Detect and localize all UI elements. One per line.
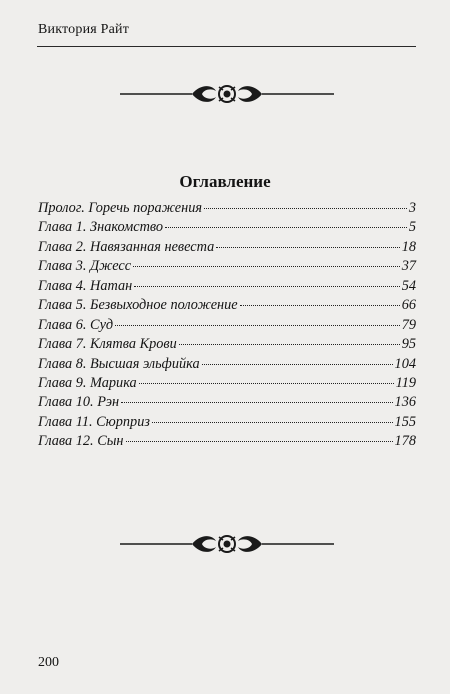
toc-entry-label: Глава 7. Клятва Крови — [38, 336, 177, 353]
toc-entry-page: 155 — [394, 413, 416, 430]
toc-entry-label: Глава 10. Рэн — [38, 394, 120, 411]
page-number: 200 — [38, 655, 59, 670]
toc-entry — [38, 238, 416, 257]
floral-divider-icon — [120, 81, 334, 107]
toc-entry-label: Глава 2. Навязанная невеста — [38, 238, 215, 255]
toc-entry-page: 95 — [401, 336, 416, 353]
dot-leader — [133, 266, 400, 267]
table-of-contents — [38, 199, 416, 452]
dot-leader — [152, 422, 393, 423]
dot-leader — [240, 305, 400, 306]
toc-entry-label: Глава 1. Знакомство — [38, 219, 164, 236]
dot-leader — [216, 247, 399, 248]
toc-entry-label: Глава 12. Сын — [38, 433, 124, 450]
toc-entry-page: 37 — [401, 258, 416, 275]
toc-entry-page: 66 — [401, 297, 416, 314]
toc-entry — [38, 316, 416, 335]
dot-leader — [139, 383, 394, 384]
dot-leader — [121, 402, 392, 403]
toc-entry — [38, 355, 416, 374]
toc-entry-label: Пролог. Горечь поражения — [38, 200, 203, 216]
toc-entry-label: Глава 11. Сюрприз — [38, 413, 150, 430]
toc-entry — [38, 335, 416, 354]
running-head-author: Виктория Райт — [38, 22, 130, 37]
toc-entry-label: Глава 4. Натан — [38, 277, 133, 294]
toc-entry-page: 104 — [394, 355, 416, 372]
dot-leader — [202, 364, 393, 365]
toc-entry-page: 178 — [394, 433, 416, 450]
toc-entry — [38, 432, 416, 451]
dot-leader — [179, 344, 400, 345]
toc-entry — [38, 199, 416, 218]
toc-entry — [38, 393, 416, 412]
toc-entry-page: 18 — [401, 238, 416, 255]
toc-entry — [38, 218, 416, 237]
toc-entry — [38, 374, 416, 393]
dot-leader — [115, 325, 400, 326]
toc-entry-page: 79 — [401, 316, 416, 333]
toc-entry — [38, 277, 416, 296]
toc-entry — [38, 296, 416, 315]
toc-entry-label: Глава 6. Суд — [38, 316, 114, 333]
dot-leader — [165, 227, 407, 228]
floral-divider-icon — [120, 531, 334, 557]
toc-entry-page: 5 — [408, 219, 416, 236]
toc-entry-page: 54 — [401, 277, 416, 294]
toc-entry — [38, 413, 416, 432]
toc-title: Оглавление — [179, 172, 271, 191]
toc-entry-page: 119 — [395, 374, 416, 391]
toc-entry-label: Глава 8. Высшая эльфийка — [38, 355, 200, 372]
toc-entry-label: Глава 9. Марика — [38, 374, 137, 391]
toc-entry-page: 3 — [408, 200, 416, 216]
dot-leader — [126, 441, 393, 442]
toc-entry — [38, 257, 416, 276]
toc-entry-label: Глава 5. Безвыходное положение — [38, 297, 238, 314]
toc-entry-label: Глава 3. Джесс — [38, 258, 132, 275]
header-rule — [37, 46, 416, 47]
dot-leader — [204, 208, 407, 209]
dot-leader — [134, 286, 399, 287]
toc-entry-page: 136 — [394, 394, 416, 411]
